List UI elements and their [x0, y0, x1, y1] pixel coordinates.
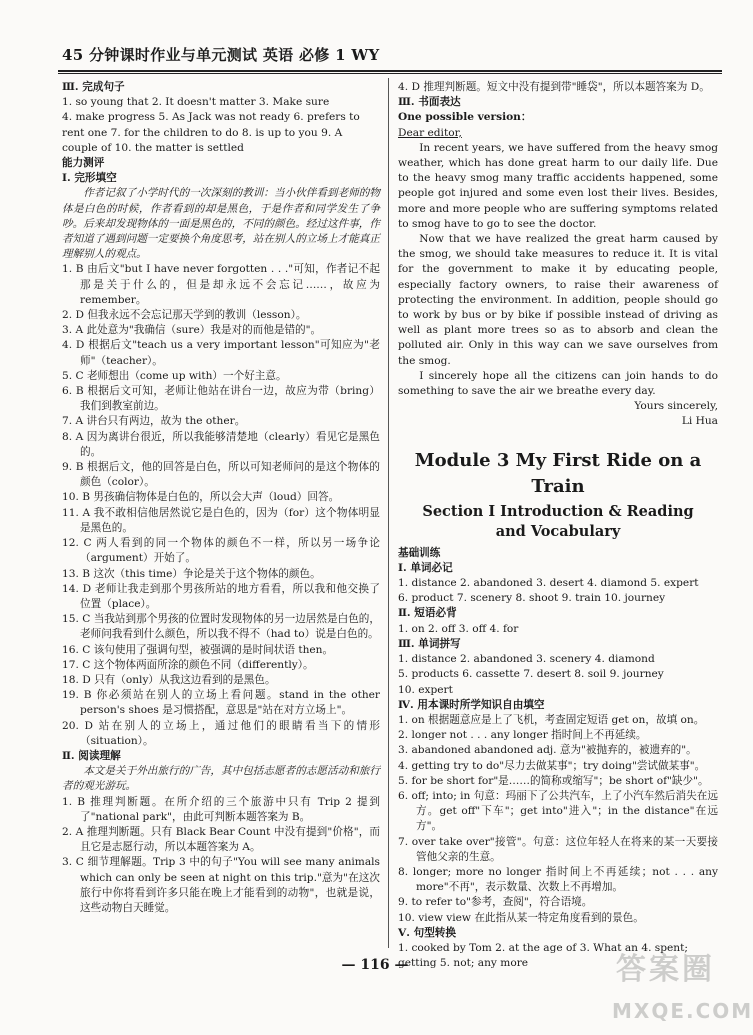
cloze-item: 13. B 这次（this time）争论是关于这个物体的颜色。 [62, 567, 321, 580]
answer-line: 6. product 7. scenery 8. shoot 9. train 10. journey [398, 592, 666, 605]
reading-title: Ⅱ. 阅读理解 [62, 749, 121, 762]
answer-line: 5. products 6. cassette 7. desert 8. soil 9. journey [398, 668, 664, 681]
cloze-item: 6. B 根据后文可知，老师让他站在讲台一边，故应为带（bring）我们到教室前边。 [62, 385, 380, 413]
fill-item: 10. view view 在此指从某一特定角度看到的景色。 [398, 911, 644, 924]
cloze-title: Ⅰ. 完形填空 [62, 172, 117, 185]
letter-signature: Li Hua [681, 415, 718, 428]
cloze-item: 12. C 两人看到的同一个物体的颜色不一样，所以另一场争论（argument）开始了。 [62, 537, 380, 565]
fill-item: 5. for be short for"是……的简称或缩写"；be short of"缺少"。 [398, 774, 709, 787]
cloze-item: 9. B 根据后文，他的回答是白色，所以可知老师问的是这个物体的颜色（color）。 [62, 461, 380, 489]
complete-sentences-answers [62, 95, 380, 156]
cloze-item: 11. A 我不敢相信他居然说它是白色的，因为（for）这个物体明显是黑色的。 [62, 506, 380, 534]
answer-line: getting 5. not; any more [398, 957, 529, 970]
answer-line: 1. distance 2. abandoned 3. scenery 4. diamond [398, 653, 655, 666]
letter-closing: Yours sincerely, [634, 400, 718, 413]
page-number: — 116 — [341, 957, 409, 973]
cloze-answers [62, 262, 380, 749]
letter-greeting: Dear editor, [398, 126, 462, 139]
reading-intro: 本文是关于外出旅行的广告，其中包括志愿者的志愿活动和旅行者的观光游玩。 [62, 765, 380, 793]
module-title: Module 3 My First Ride on a Train [414, 449, 702, 497]
fill-item: 6. off; into; in 句意：玛丽下了公共汽车，上了小汽车然后消失在远方。get off"下车"；get into"进入"；in the distance"在远方"。 [398, 789, 718, 833]
cloze-item: 19. B 你必须站在别人的立场上看问题。stand in the other person's shoes 是习惯搭配，意思是"站在对方立场上"。 [62, 689, 380, 717]
column-divider [388, 78, 389, 948]
ability-test-title: 能力测评 [62, 157, 105, 170]
reading-answers [62, 795, 380, 917]
answer-line: 4. make progress 5. As Jack was not ready 6. prefers to [62, 111, 360, 124]
answer-line: 1. on 2. off 3. off 4. for [398, 622, 519, 635]
cloze-item: 7. A 讲台只有两边，故为 the other。 [62, 415, 246, 428]
cloze-item: 17. C 这个物体两面所涂的颜色不同（differently）。 [62, 658, 314, 671]
fill-item: 2. longer not . . . any longer 指时间上不再延续。 [398, 729, 647, 742]
watermark-text: 答案圈 [616, 952, 715, 987]
cloze-item: 5. C 老师想出（come up with）一个好主意。 [62, 369, 287, 382]
header-rule [58, 70, 722, 72]
writing-title: Ⅲ. 书面表达 [398, 96, 461, 109]
watermark-url: MXQE.COM [612, 999, 753, 1023]
cloze-item: 20. D 站在别人的立场上，通过他们的眼睛看当下的情形（situation）。 [62, 719, 380, 747]
fill-blank-answers [398, 713, 718, 926]
basic-training-title: 基础训练 [398, 546, 441, 559]
header-rule-thin [58, 73, 722, 74]
cloze-item: 4. D 根据后文"teach us a very important lesson"可知应为"老师"（teacher）。 [62, 339, 380, 367]
answer-line: 10. expert [398, 683, 453, 696]
cloze-item: 1. B 由后文"but I have never forgotten . . ."可知，作者记不起那是关于什么的，但是却永远不会忘记……，故应为 remember。 [62, 263, 380, 306]
cloze-item: 3. A 此处意为"我确信（sure）我是对的而他是错的"。 [62, 324, 322, 337]
cloze-item: 10. B 男孩确信物体是白色的，所以会大声（loud）回答。 [62, 491, 340, 504]
sentence-transform-title: Ⅴ. 句型转换 [398, 926, 456, 939]
fill-blank-title: Ⅳ. 用本课时所学知识自由填空 [398, 698, 545, 711]
letter-paragraph: I sincerely hope all the citizens can join hands to do something to save the air we breathe every day. [398, 369, 718, 398]
fill-item: 9. to refer to"参考，查阅"，符合语境。 [398, 896, 593, 909]
section-title-complete-sentences: Ⅲ. 完成句子 [62, 81, 125, 93]
reading-item: 1. B 推理判断题。在所介绍的三个旅游中只有 Trip 2 提到了"national park"，由此可判断本题答案为 B。 [62, 795, 380, 823]
section-subtitle: and Vocabulary [495, 522, 621, 540]
cloze-item: 15. C 当我站到那个男孩的位置时发现物体的另一边居然是白色的，老师问我看到什么颜色，所以我不得不（had to）说是白色的。 [62, 613, 380, 641]
fill-item: 1. on 根据题意应是上了飞机，考查固定短语 get on，故填 on。 [398, 713, 705, 726]
answer-line: 1. so young that 2. It doesn't matter 3. Make sure [62, 96, 330, 109]
left-column [62, 80, 380, 960]
reading-item: 3. C 细节理解题。Trip 3 中的句子"You will see many animals which can only be seen at night on this trip."意为"在这次旅行中你将看到许多只能在晚上才能看到的动物"，也就是说，这些动物白天睡觉。 [62, 856, 380, 914]
cloze-item: 18. D 只有（only）从我这边看到的是黑色。 [62, 673, 276, 686]
fill-item: 8. longer; more no longer 指时间上不再延续；not . . . any more"不再"，表示数量、次数上不再增加。 [398, 865, 718, 894]
cloze-item: 16. C 该句使用了强调句型，被强调的是时间状语 then。 [62, 643, 334, 656]
word-memorize-title: Ⅰ. 单词必记 [398, 561, 453, 574]
cloze-item: 14. D 老师让我走到那个男孩所站的地方看看，所以我和他交换了位置（place）。 [62, 582, 380, 610]
answer-line: couple of 10. the matter is settled [62, 141, 244, 154]
cloze-item: 8. A 因为离讲台很近，所以我能够清楚地（clearly）看见它是黑色的。 [62, 430, 380, 458]
letter-paragraph: Now that we have realized the great harm caused by the smog, we should take measures to reduce it. It is vital for the government to make it by educating people, especially factory owners, to raise their awareness of protecting the environment. In addition, people should go to work by bus or by bike if possible instead of driving as well as plant more trees so as to absorb and clean the polluted air. Only in this way can we save ourselves from the smog. [398, 233, 718, 367]
answer-line: rent one 7. for the children to do 8. is up to you 9. A [62, 126, 343, 139]
answer-line: 1. cooked by Tom 2. at the age of 3. What an 4. spent; [398, 941, 688, 954]
fill-item: 3. abandoned abandoned adj. 意为"被抛弃的，被遗弃的"。 [398, 744, 697, 757]
cloze-intro: 作者记叙了小学时代的一次深刻的教训：当小伙伴看到老师的物体是白色的时候，作者看到的却是黑色，于是作者和同学发生了争吵。后来却发现物体的一面是黑色的，不同的颜色。经过这件事，作者知道了遇到问题一定要换个角度思考，站在别人的立场上才能真正理解别人的观点。 [62, 187, 380, 261]
fill-item: 7. over take over"接管"。句意：这位年轻人在将来的某一天要接管他父亲的生意。 [398, 835, 718, 863]
letter-paragraph: In recent years, we have suffered from the heavy smog weather, which has done great harm to our daily life. Due to the heavy smog many traffic accidents happened, some people got injured and some even lost their lives. Besides, more and more people who are suffering symptoms related to smog have to go to see the doctor. [398, 141, 718, 230]
section-title: Section Ⅰ Introduction & Reading [422, 502, 694, 520]
spelling-title: Ⅲ. 单词拼写 [398, 637, 461, 650]
version-title: One possible version： [398, 111, 532, 124]
page-header: 45 分钟课时作业与单元测试 英语 必修 1 WY [62, 46, 380, 64]
answer-line: 1. distance 2. abandoned 3. desert 4. diamond 5. expert [398, 577, 699, 590]
watermark-logo [606, 952, 753, 1034]
cloze-item: 2. D 但我永远不会忘记那天学到的教训（lesson）。 [62, 309, 307, 322]
phrase-title: Ⅱ. 短语必背 [398, 607, 457, 620]
reading-item: 4. D 推理判断题。短文中没有提到带"睡袋"，所以本题答案为 D。 [398, 81, 710, 93]
fill-item: 4. getting try to do"尽力去做某事"；try doing"尝试做某事"。 [398, 759, 706, 772]
reading-item: 2. A 推理判断题。只有 Black Bear Count 中没有提到"价格"，而且它是志愿行动，所以本题答案为 A。 [62, 825, 380, 854]
